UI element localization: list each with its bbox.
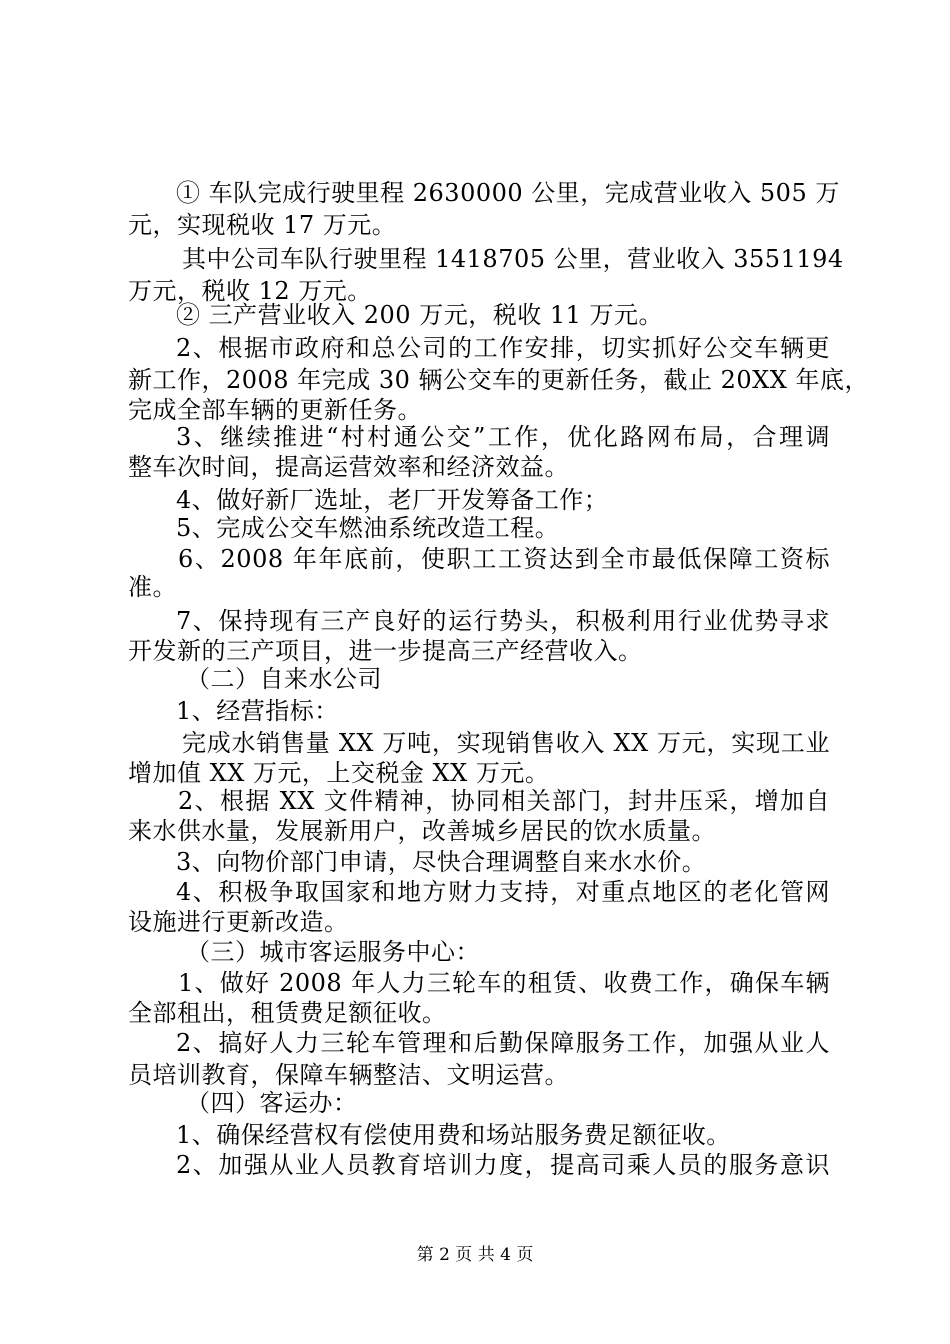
paragraph-line: 1、确保经营权有偿使用费和场站服务费足额征收。 [176,1121,731,1149]
paragraph-line: 3、向物价部门申请，尽快合理调整自来水水价。 [176,848,707,876]
paragraph-line: 2、搞好人力三轮车管理和后勤保障服务工作，加强从业人 [176,1029,830,1057]
paragraph-line: 来水供水量，发展新用户，改善城乡居民的饮水质量。 [128,817,716,845]
page-number-footer: 第 2 页 共 4 页 [416,1245,534,1265]
paragraph-line: 7、保持现有三产良好的运行势头，积极利用行业优势寻求 [176,607,830,635]
paragraph-line: 准。 [128,573,177,601]
paragraph-line: 新工作，2008 年完成 30 辆公交车的更新任务，截止 20XX 年底， [128,366,869,394]
paragraph-line: ① 车队完成行驶里程 2630000 公里，完成营业收入 505 万 [176,179,840,207]
paragraph-line: 完成全部车辆的更新任务。 [128,396,422,424]
paragraph-line: 1、做好 2008 年人力三轮车的租赁、收费工作，确保车辆 [178,969,830,997]
section-heading: （三）城市客运服务中心： [186,938,480,966]
paragraph-line: 全部租出，租赁费足额征收。 [128,999,447,1027]
paragraph-line: 完成水销售量 XX 万吨，实现销售收入 XX 万元，实现工业 [182,729,830,757]
paragraph-line: 6、2008 年年底前，使职工工资达到全市最低保障工资标 [178,545,830,573]
paragraph-line: 4、积极争取国家和地方财力支持，对重点地区的老化管网 [176,878,830,906]
paragraph-line: 3、继续推进“村村通公交”工作，优化路网布局，合理调 [176,423,830,451]
paragraph-line: 整车次时间，提高运营效率和经济效益。 [128,453,569,481]
paragraph-line: 2、加强从业人员教育培训力度，提高司乘人员的服务意识 [176,1151,830,1179]
paragraph-line: 元，实现税收 17 万元。 [128,211,397,239]
paragraph-line: 设施进行更新改造。 [128,908,349,936]
paragraph-line: 2、根据市政府和总公司的工作安排，切实抓好公交车辆更 [176,334,830,362]
paragraph-line: 其中公司车队行驶里程 1418705 公里，营业收入 3551194 [182,245,844,273]
paragraph-line: 开发新的三产项目，进一步提高三产经营收入。 [128,637,643,665]
paragraph-line: 员培训教育，保障车辆整洁、文明运营。 [128,1061,569,1089]
section-heading: （四）客运办： [186,1089,358,1117]
paragraph-line: 增加值 XX 万元，上交税金 XX 万元。 [128,759,550,787]
paragraph-line: 2、根据 XX 文件精神，协同相关部门，封井压采，增加自 [178,787,830,815]
paragraph-line: 万元，税收 12 万元。 [128,277,372,305]
section-heading: （二）自来水公司 [186,665,382,693]
paragraph-line: 4、做好新厂选址，老厂开发筹备工作； [176,486,609,514]
paragraph-line: ② 三产营业收入 200 万元，税收 11 万元。 [176,301,663,329]
paragraph-line: 5、完成公交车燃油系统改造工程。 [176,514,560,542]
paragraph-line: 1、经营指标： [176,697,339,725]
